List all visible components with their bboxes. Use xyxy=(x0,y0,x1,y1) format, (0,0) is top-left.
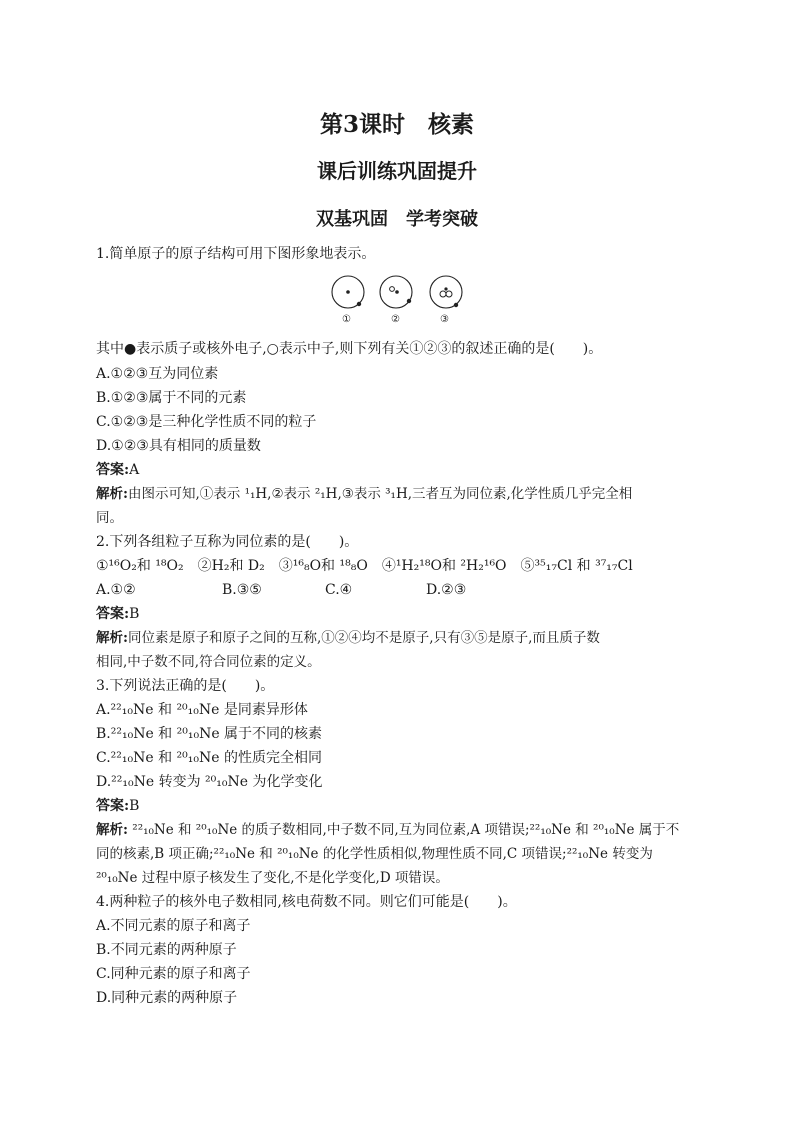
q2-option-d: D.②③ xyxy=(426,582,467,598)
q3-explain-text-1: ²²₁₀Ne 和 ²⁰₁₀Ne 的质子数相同,中子数不同,互为同位素,A 项错误;²²₁₀Ne 和 ²⁰₁₀Ne 属于不 xyxy=(127,822,680,838)
q3-option-c: C.²²₁₀Ne 和 ²⁰₁₀Ne 的性质完全相同 xyxy=(96,750,322,766)
q3-option-b: B.²²₁₀Ne 和 ²⁰₁₀Ne 属于不同的核素 xyxy=(96,726,323,742)
q1-stem: 1.简单原子的原子结构可用下图形象地表示。 xyxy=(96,246,376,262)
q3-answer-value: B xyxy=(129,798,140,814)
q3-explanation-line-3: ²⁰₁₀Ne 过程中原子核发生了变化,不是化学变化,D 项错误。 xyxy=(96,870,449,886)
q1-option-d: D.①②③具有相同的质量数 xyxy=(96,438,261,454)
q1-explain-text-1: 由图示可知,①表示 ¹₁H,②表示 ²₁H,③表示 ³₁H,三者互为同位素,化学性质几乎完全相 xyxy=(127,486,633,502)
atom-3-electron xyxy=(454,303,458,307)
q2-answer-value: B xyxy=(129,606,140,622)
atom-3-neutron-1 xyxy=(440,291,446,297)
q1-answer-value: A xyxy=(129,462,140,478)
q1-option-b: B.①②③属于不同的元素 xyxy=(96,390,247,406)
q3-explanation-line-2: 同的核素,B 项正确;²²₁₀Ne 和 ²⁰₁₀Ne 的化学性质相似,物理性质不同,C 项错误;²²₁₀Ne 转变为 xyxy=(96,846,653,862)
atom-3-neutron-2 xyxy=(446,291,452,297)
q2-stem: 2.下列各组粒子互称为同位素的是( )。 xyxy=(96,534,359,550)
q4-option-d: D.同种元素的两种原子 xyxy=(96,990,238,1006)
q2-explanation-line-2: 相同,中子数不同,符合同位素的定义。 xyxy=(96,654,321,670)
atom-2-neutron xyxy=(390,287,395,292)
q2-answer-label: 答案: xyxy=(96,606,130,622)
atom-1-proton xyxy=(346,290,350,294)
q3-explanation-line-1 xyxy=(96,820,679,840)
figure-label-2: ② xyxy=(391,314,400,325)
q3-answer xyxy=(96,796,139,816)
atom-2-proton xyxy=(395,290,399,294)
q2-option-c: C.④ xyxy=(325,582,353,598)
q1-answer-label: 答案: xyxy=(96,462,130,478)
q2-option-a: A.①② xyxy=(96,582,136,598)
q3-answer-label: 答案: xyxy=(96,798,130,814)
atom-3-proton xyxy=(444,287,447,290)
q2-explanation-line-1 xyxy=(96,628,600,648)
figure-label-3: ③ xyxy=(440,314,449,325)
atom-1-electron xyxy=(357,302,361,306)
page-title: 第3课时 核素 xyxy=(319,111,474,138)
q4-option-a: A.不同元素的原子和离子 xyxy=(96,918,251,934)
q4-stem: 4.两种粒子的核外电子数相同,核电荷数不同。则它们可能是( )。 xyxy=(96,894,517,910)
figure-label-1: ① xyxy=(342,314,351,325)
q2-answer xyxy=(96,604,139,624)
q1-explanation-line-1 xyxy=(96,484,632,504)
q1-explain-label: 解析: xyxy=(96,486,128,502)
q1-answer xyxy=(96,460,139,480)
q1-option-c: C.①②③是三种化学性质不同的粒子 xyxy=(96,414,317,430)
q1-option-a: A.①②③互为同位素 xyxy=(96,366,219,382)
q4-option-b: B.不同元素的两种原子 xyxy=(96,942,237,958)
q1-stem-2: 其中●表示质子或核外电子,○表示中子,则下列有关①②③的叙述正确的是( )。 xyxy=(96,341,603,357)
q2-explain-label: 解析: xyxy=(96,630,128,646)
atom-2-electron xyxy=(407,299,411,303)
q2-items: ①¹⁶O₂和 ¹⁸O₂ ②H₂和 D₂ ③¹⁶₈O和 ¹⁸₈O ④¹H₂¹⁸O和 ²H₂¹⁶O ⑤³⁵₁₇Cl 和 ³⁷₁₇Cl xyxy=(96,558,633,574)
q1-explanation-line-2: 同。 xyxy=(96,510,123,526)
q2-explain-text-1: 同位素是原子和原子之间的互称,①②④均不是原子,只有③⑤是原子,而且质子数 xyxy=(127,630,600,646)
section-title: 双基巩固 学考突破 xyxy=(316,209,478,230)
page-subtitle: 课后训练巩固提升 xyxy=(317,159,477,183)
q3-stem: 3.下列说法正确的是( )。 xyxy=(96,678,275,694)
q3-option-d: D.²²₁₀Ne 转变为 ²⁰₁₀Ne 为化学变化 xyxy=(96,774,323,790)
q3-option-a: A.²²₁₀Ne 和 ²⁰₁₀Ne 是同素异形体 xyxy=(96,702,308,718)
q2-option-b: B.③⑤ xyxy=(222,582,262,598)
q3-explain-label: 解析: xyxy=(96,822,128,838)
q4-option-c: C.同种元素的原子和离子 xyxy=(96,966,251,982)
